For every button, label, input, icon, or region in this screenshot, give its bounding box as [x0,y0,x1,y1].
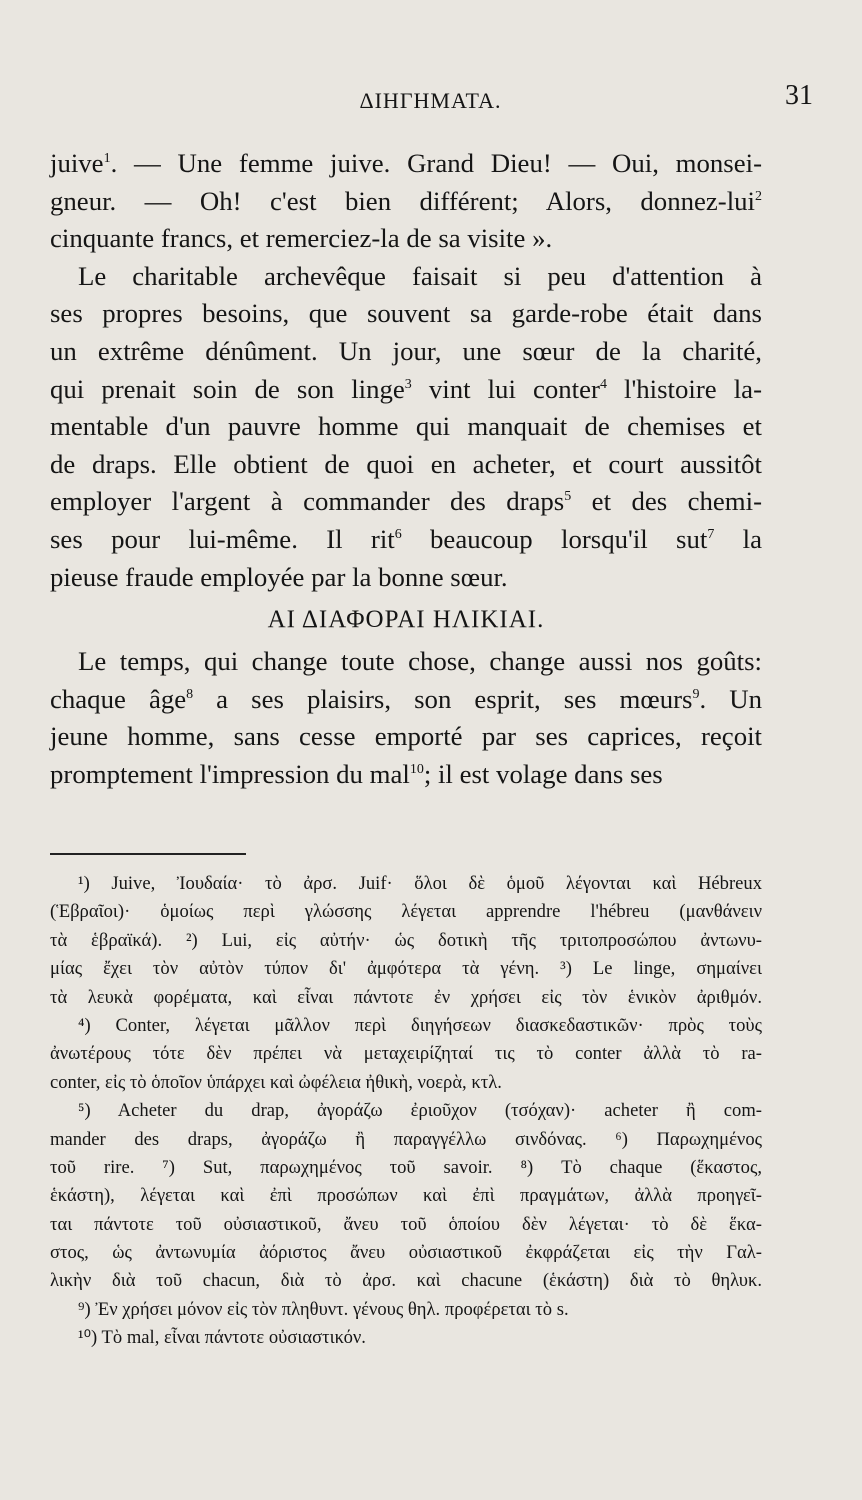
text-line [50,718,762,756]
footnote-line: μίας ἔχει τὸν αὐτὸν τύπον δι' ἀμφότερα τὰ γένη. ³) Le linge, σημαίνει [50,958,762,980]
paragraph-3 [50,643,762,793]
footnote-line: ἀνωτέρους τότε δὲν πρέπει νὰ μεταχειρίζηταί τις τὸ conter ἀλλὰ τὸ ra- [50,1043,762,1065]
line-text: vint lui conter [411,373,600,404]
text-line [50,681,762,719]
line-text: la [714,523,763,554]
text-line [50,408,762,446]
main-text [50,145,762,794]
line-text: Le temps, qui change toute chose, change aussi nos goûts: [78,646,762,677]
text-line [50,295,762,333]
line-text: ses pour lui-même. Il rit [50,523,395,554]
line-text: pieuse fraude employée par la bonne sœur. [50,561,508,592]
line-text: cinquante francs, et remerciez-la de sa visite ». [50,223,553,254]
line-text: et des chemi- [571,486,763,517]
footnote-line: ἑκάστη), λέγεται καὶ ἐπὶ προσώπων καὶ ἐπὶ πραγμάτων, ἀλλὰ προηγεῖ- [50,1185,762,1207]
footnote-line: conter, εἰς τὸ ὁποῖον ὑπάρχει καὶ ὠφέλεια ἠθικὴ, νοερὰ, κτλ. [50,1071,502,1093]
running-title: ΔΙΗΓΗΜΑΤΑ. [359,88,502,113]
footnote-line: ⁹) Ἐν χρήσει μόνον εἰς τὸν πληθυντ. γένους θηλ. προφέρεται τὸ s. [78,1298,569,1320]
footnote-marker: 5 [564,489,572,505]
text-line [50,371,762,409]
text-line [50,643,762,681]
footnote-marker: 6 [394,527,402,543]
line-text: . Un [699,683,762,714]
text-line [50,220,762,258]
text-line [50,446,762,484]
text-line [50,333,762,371]
line-text: promptement l'impression du mal [50,758,410,789]
footnote-line: ⁵) Acheter du drap, ἀγοράζω ἐριοῦχον (τσόχαν)· acheter ἢ com- [78,1100,762,1122]
footnote-marker: 1 [103,151,111,167]
line-text: ses propres besoins, que souvent sa garde-robe était dans [50,298,762,329]
line-text: Le charitable archevêque faisait si peu d'attention à [78,260,762,291]
footnote-line: mander des draps, ἀγοράζω ἢ παραγγέλλω σινδόνας. ⁶) Παρωχημένος [50,1128,762,1150]
footnote-line: ¹⁰) Τὸ mal, εἶναι πάντοτε οὐσιαστικόν. [78,1327,366,1349]
text-line [50,183,762,221]
line-text: employer l'argent à commander des draps [50,486,565,517]
footnote-line: τὰ ἑβραϊκά). ²) Lui, εἰς αὐτήν· ὡς δοτικὴ τῆς τριτοπροσώπου ἀντωνυ- [50,929,762,951]
footnote-marker: 4 [599,376,607,392]
footnote-line: τοῦ rire. ⁷) Sut, παρωχημένος τοῦ savoir. ⁸) Τὸ chaque (ἕκαστος, [50,1156,762,1178]
line-text: beaucoup lorsqu'il sut [401,523,708,554]
footnote-marker: 9 [692,686,700,702]
text-line [50,521,762,559]
footnote-marker: 3 [404,376,412,392]
text-line [50,145,762,183]
footnote-marker: 8 [186,686,194,702]
line-text: ; il est volage dans ses [423,758,663,789]
line-text: . — Une femme juive. Grand Dieu! — Oui, monsei- [110,148,762,178]
footnote-rule [50,853,246,855]
footnote-line: στος, ὡς ἀντωνυμία ἀόριστος ἄνευ οὐσιαστικοῦ ἐκφράζεται εἰς τὴν Γαλ- [50,1242,762,1264]
paragraph-1 [50,145,762,258]
line-text: qui prenait soin de son linge [50,373,405,404]
footnote-line: ⁴) Conter, λέγεται μᾶλλον περὶ διηγήσεων διασκεδαστικῶν· πρὸς τοὺς [78,1014,762,1036]
footnote-line: (Ἑβραῖοι)· ὁμοίως περὶ γλώσσης λέγεται apprendre l'hébreu (μανθάνειν [50,901,762,923]
footnote-marker: 10 [409,761,424,777]
paragraph-2 [50,258,762,596]
line-text: de draps. Elle obtient de quoi en acheter, et court aussitôt [50,448,762,479]
footnote-line: λικὴν διὰ τοῦ chacun, διὰ τὸ ἀρσ. καὶ chacune (ἑκάστη) διὰ τὸ θηλυκ. [50,1270,762,1292]
text-line [50,258,762,296]
footnote-line: ται πάντοτε τοῦ οὐσιαστικοῦ, ἄνευ τοῦ ὁποίου δὲν λέγεται· τὸ δὲ ἕκα- [50,1213,762,1235]
footnote-marker: 7 [707,527,715,543]
text-line [50,756,762,794]
text-line [50,559,762,597]
page-header [48,80,813,120]
footnotes [50,870,762,1353]
line-text: un extrême dénûment. Un jour, une sœur de la charité, [50,335,762,366]
line-text: chaque âge [50,683,187,714]
line-text: mentable d'un pauvre homme qui manquait de chemises et [50,411,762,442]
footnote-line: ¹) Juive, Ἰουδαία· τὸ ἀρσ. Juif· ὅλοι δὲ ὁμοῦ λέγονται καὶ Hébreux [78,873,762,894]
footnote-marker: 2 [755,188,762,204]
line-text: gneur. — Oh! c'est bien différent; Alors, donnez-lui [50,185,755,216]
line-text: l'histoire la- [606,373,762,404]
line-text: a ses plaisirs, son esprit, ses mœurs [193,683,693,714]
footnote-line: τὰ λευκὰ φορέματα, καὶ εἶναι πάντοτε ἐν χρήσει εἰς τὸν ἑνικὸν ἀριθμόν. [50,986,762,1008]
line-text: juive [50,148,104,178]
page-number: 31 [785,80,813,111]
section-title: ΑΙ ΔΙΑΦΟΡΑΙ ΗΛΙΚΙΑΙ. [267,606,545,634]
text-line [50,483,762,521]
line-text: jeune homme, sans cesse emporté par ses caprices, reçoit [50,721,762,752]
